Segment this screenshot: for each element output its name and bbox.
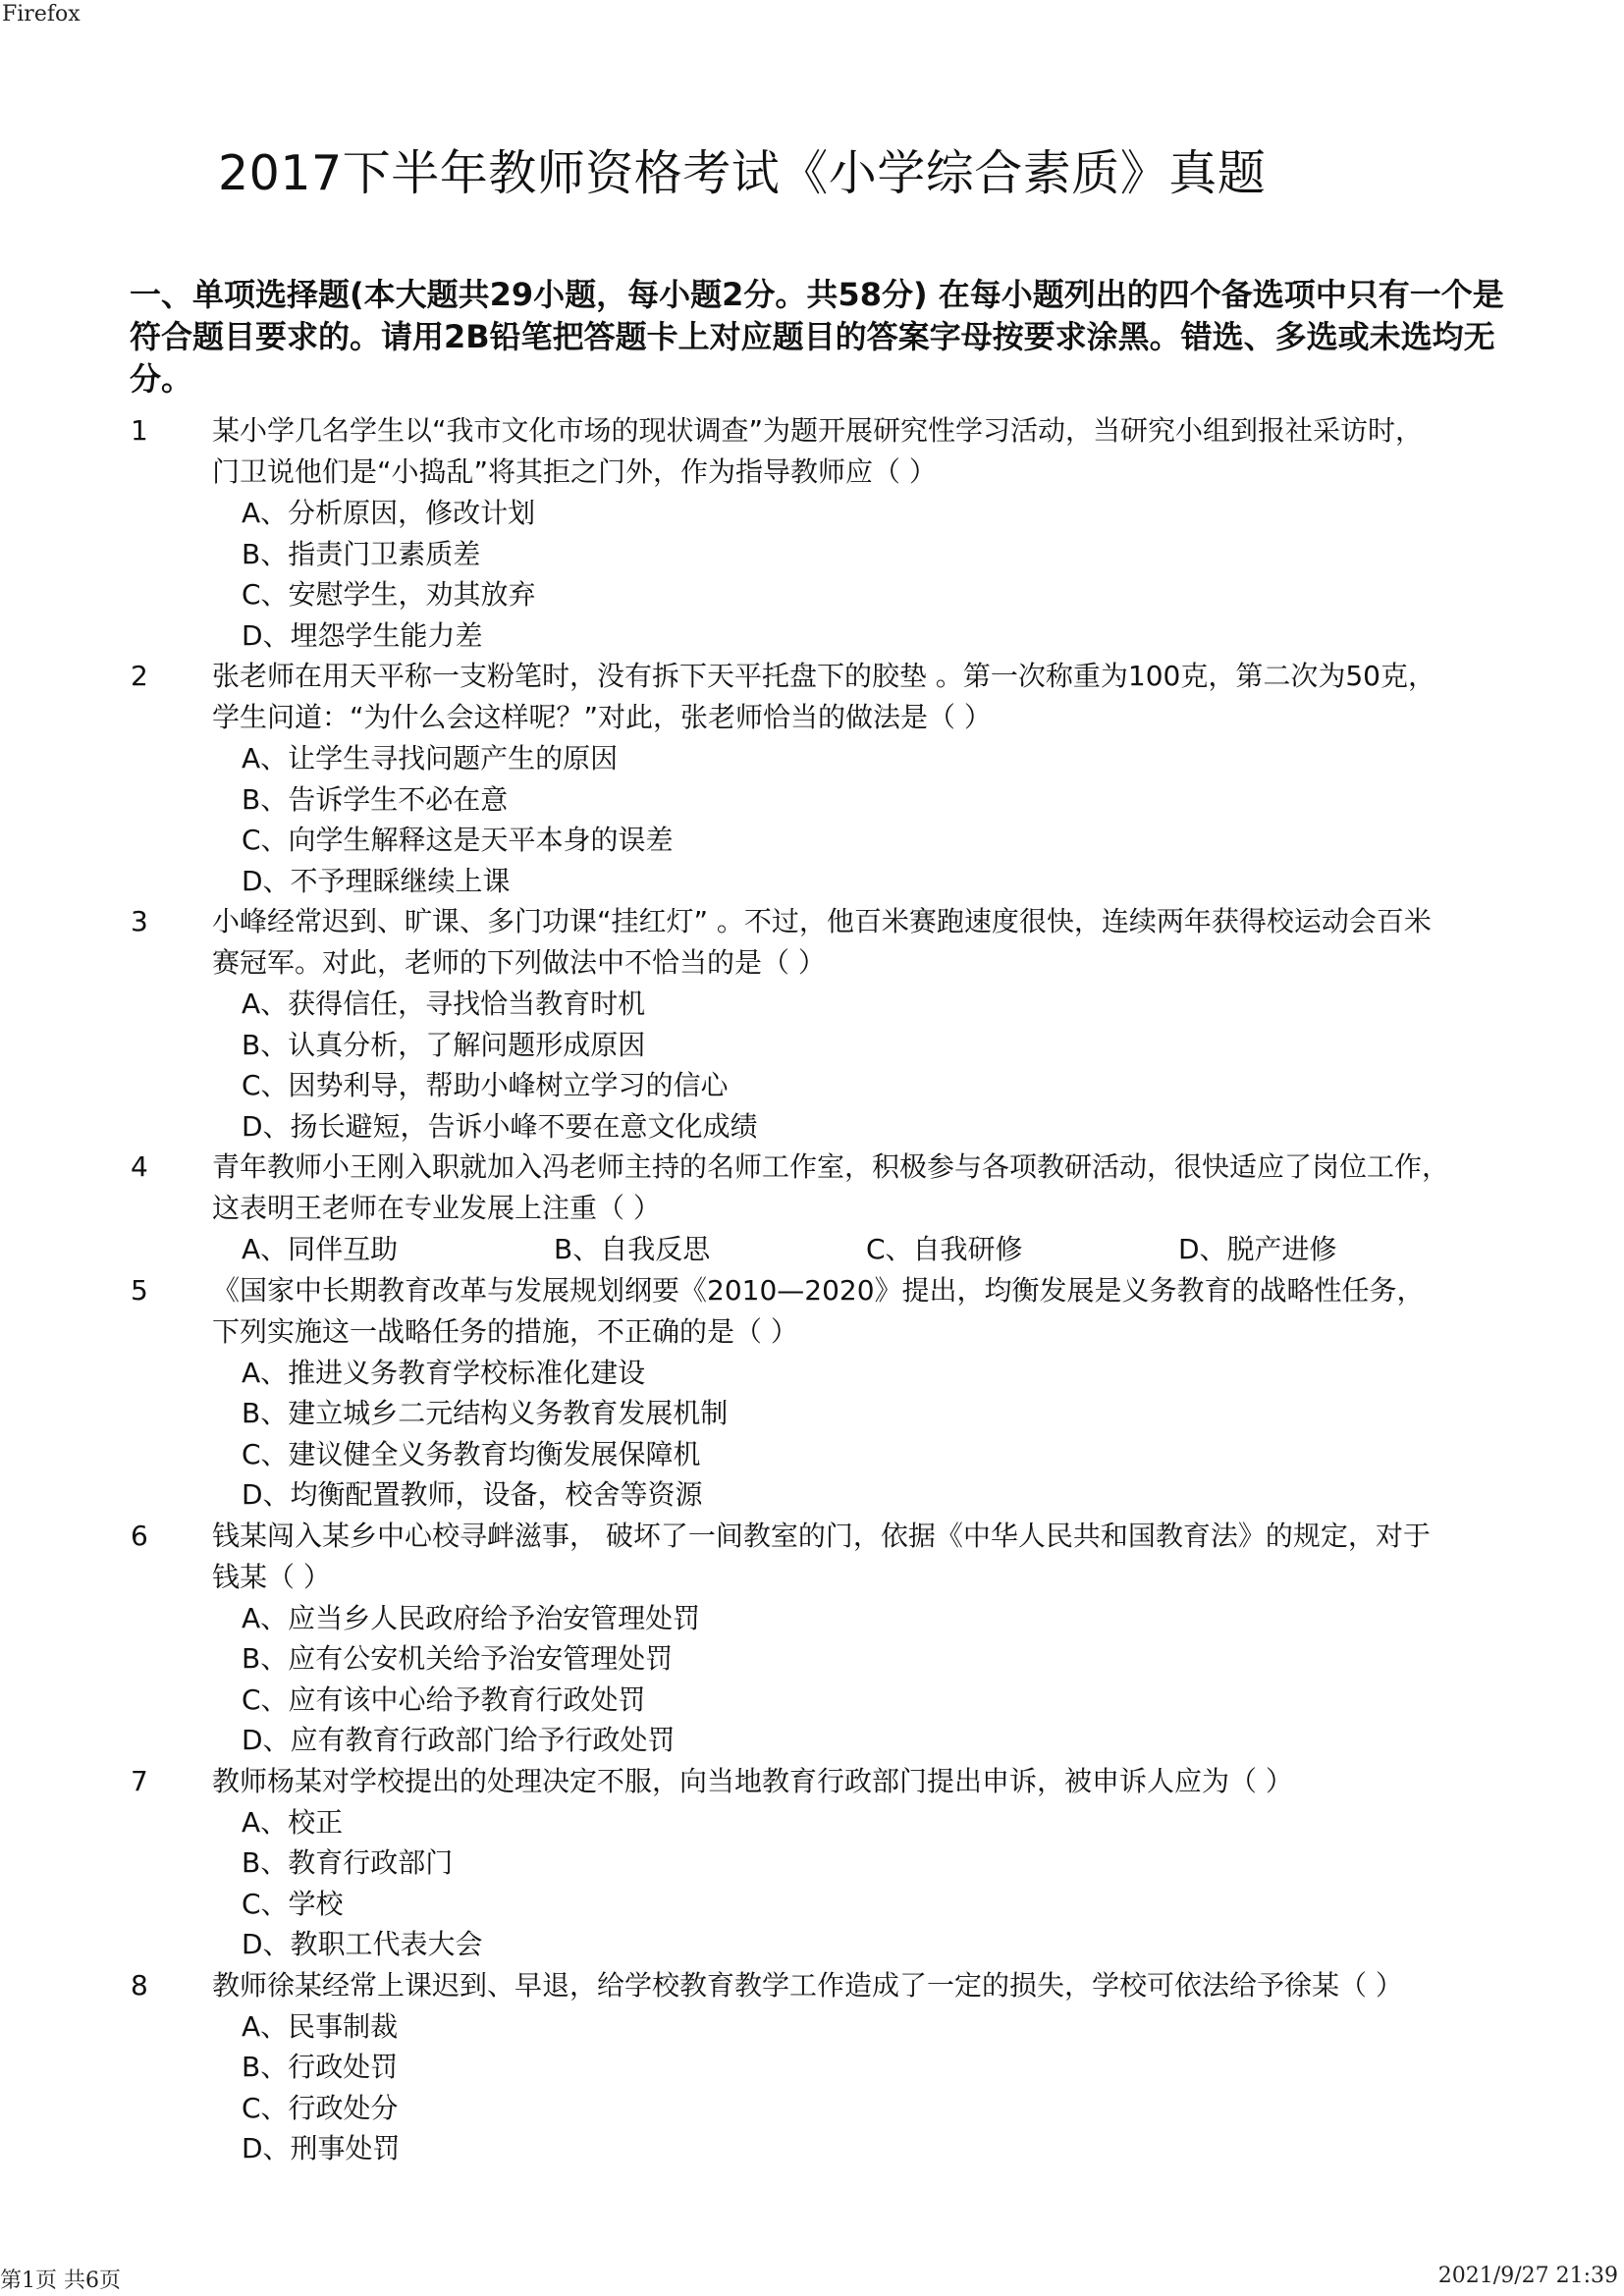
answer-option: C、学校 <box>242 1887 344 1920</box>
question-number: 7 <box>131 1764 148 1797</box>
answer-option: A、校正 <box>242 1805 344 1839</box>
answer-option: D、应有教育行政部门给予行政处罚 <box>242 1724 676 1756</box>
answer-option: B、教育行政部门 <box>242 1846 454 1879</box>
print-timestamp: 2021/9/27 21:39 <box>1437 2264 1618 2288</box>
answer-option: C、向学生解释这是天平本身的误差 <box>242 824 674 856</box>
question-number: 5 <box>131 1273 148 1307</box>
answer-option: A、应当乡人民政府给予治安管理处罚 <box>242 1601 701 1634</box>
question-stem: 小峰经常迟到、旷课、多门功课“挂红灯” 。不过，他百米赛跑速度很快，连续两年获得校运动会百米赛冠军。对此，老师的下列做法中不恰当的是（ ） <box>212 905 1432 979</box>
answer-option: A、获得信任，寻找恰当教育时机 <box>242 988 646 1020</box>
question-stem: 张老师在用天平称一支粉笔时，没有拆下天平托盘下的胶垫 。第一次称重为100克，第二次为50克，学生问道：“为什么会这样呢？”对此，张老师恰当的做法是（ ） <box>212 660 1435 733</box>
question-stem: 钱某闯入某乡中心校寻衅滋事， 破坏了一间教室的门，依据《中华人民共和国教育法》的规定，对于钱某（ ） <box>212 1519 1431 1593</box>
document-title: 2017下半年教师资格考试《小学综合素质》真题 <box>218 145 1267 201</box>
answer-option: D、不予理睬继续上课 <box>242 864 511 897</box>
answer-option: C、安慰学生，劝其放弃 <box>242 578 536 611</box>
answer-option: C、因势利导，帮助小峰树立学习的信心 <box>242 1069 729 1101</box>
answer-option: D、埋怨学生能力差 <box>242 618 483 652</box>
answer-option: B、建立城乡二元结构义务教育发展机制 <box>242 1397 729 1429</box>
answer-option: A、推进义务教育学校标准化建设 <box>242 1356 646 1389</box>
answer-option: A、民事制裁 <box>242 2009 399 2043</box>
question-item <box>0 1270 1624 1516</box>
question-number: 8 <box>131 1968 148 2002</box>
question-item <box>0 901 1624 1147</box>
answer-option: A、同伴互助 <box>242 1233 399 1265</box>
question-item <box>0 1147 1624 1270</box>
question-item <box>0 410 1624 656</box>
question-stem: 《国家中长期教育改革与发展规划纲要《2010—2020》提出，均衡发展是义务教育的战略性任务，下列实施这一战略任务的措施，不正确的是（ ） <box>212 1273 1425 1348</box>
answer-option: B、指责门卫素质差 <box>242 537 481 570</box>
browser-label: Firefox <box>2 2 81 27</box>
question-number: 3 <box>131 905 148 937</box>
answer-option: C、行政处分 <box>242 2091 399 2124</box>
answer-option: C、自我研修 <box>866 1233 1023 1265</box>
answer-option: A、分析原因，修改计划 <box>242 497 536 529</box>
answer-option: D、脱产进修 <box>1178 1233 1337 1265</box>
page-number: 第1页 共6页 <box>0 2269 121 2293</box>
question-number: 6 <box>131 1519 148 1552</box>
answer-option: D、教职工代表大会 <box>242 1928 483 1960</box>
question-item <box>0 1761 1624 1965</box>
question-list <box>0 410 1624 2169</box>
answer-option: B、告诉学生不必在意 <box>242 782 509 816</box>
question-item <box>0 1965 1624 2169</box>
question-item <box>0 656 1624 901</box>
answer-option: B、应有公安机关给予治安管理处罚 <box>242 1642 674 1675</box>
answer-option: C、应有该中心给予教育行政处罚 <box>242 1682 646 1716</box>
answer-option-row <box>242 1229 1624 1270</box>
question-stem: 青年教师小王刚入职就加入冯老师主持的名师工作室，积极参与各项教研活动，很快适应了岗位工作，这表明王老师在专业发展上注重（ ） <box>212 1150 1450 1224</box>
question-number: 1 <box>131 414 148 447</box>
question-stem: 教师杨某对学校提出的处理决定不服，向当地教育行政部门提出申诉，被申诉人应为（ ） <box>212 1764 1293 1797</box>
answer-option: D、均衡配置教师，设备，校舍等资源 <box>242 1478 703 1511</box>
answer-option: B、自我反思 <box>554 1233 711 1265</box>
section-heading: 一、单项选择题(本大题共29小题，每小题2分。共58分) 在每小题列出的四个备选项中只有一个是符合题目要求的。请用2B铅笔把答题卡上对应题目的答案字母按要求涂黑。错选、多选或未选均无分。 <box>130 276 1504 398</box>
answer-option: D、刑事处罚 <box>242 2132 401 2164</box>
answer-option: A、让学生寻找问题产生的原因 <box>242 742 619 774</box>
answer-option: B、行政处罚 <box>242 2051 399 2083</box>
question-item <box>0 1516 1624 1761</box>
question-number: 4 <box>131 1150 148 1183</box>
answer-option: D、扬长避短，告诉小峰不要在意文化成绩 <box>242 1109 758 1143</box>
question-stem: 某小学几名学生以“我市文化市场的现状调查”为题开展研究性学习活动，当研究小组到报社采访时，门卫说他们是“小捣乱”将其拒之门外，作为指导教师应（ ） <box>212 414 1424 488</box>
question-stem: 教师徐某经常上课迟到、早退，给学校教育教学工作造成了一定的损失，学校可依法给予徐某（ ） <box>212 1968 1403 2002</box>
question-number: 2 <box>131 660 148 692</box>
answer-option: C、建议健全义务教育均衡发展保障机 <box>242 1437 701 1470</box>
answer-option: B、认真分析，了解问题形成原因 <box>242 1028 646 1061</box>
